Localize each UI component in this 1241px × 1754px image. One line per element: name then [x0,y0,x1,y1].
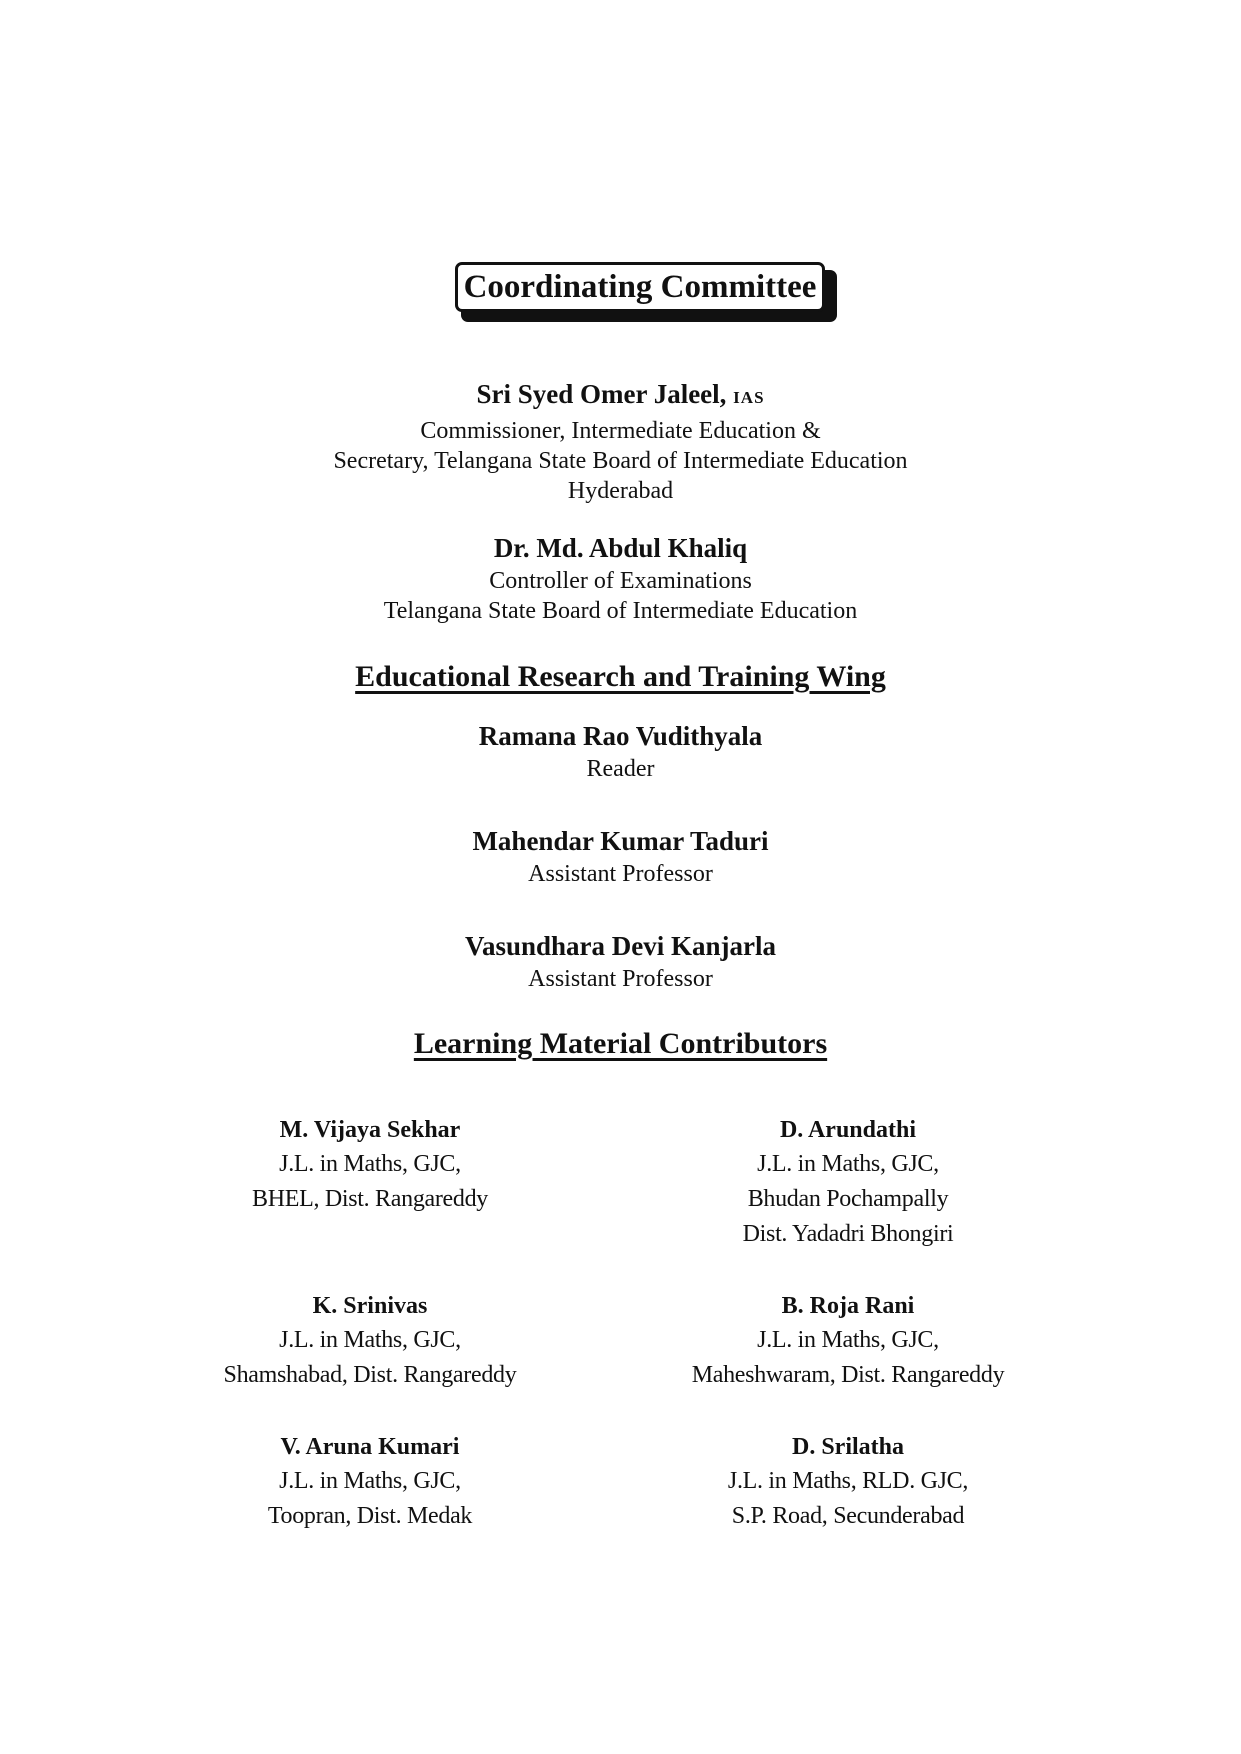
contributor [130,1113,610,1217]
heading-box [455,262,837,322]
ert-wing-title: Educational Research and Training Wing [355,660,886,693]
contributor-name: D. Srilatha [791,1434,904,1460]
contributor-line: Shamshabad, Dist. Rangareddy [223,1362,517,1388]
contributor-name: K. Srinivas [312,1293,428,1319]
member-name: Mahendar Kumar Taduri [472,826,769,856]
contributor-line: J.L. in Maths, GJC, [279,1327,461,1353]
contributor-line: Bhudan Pochampally [747,1186,949,1212]
official-name: Sri Syed Omer Jaleel, IAS [476,379,765,409]
contributor-line: Maheshwaram, Dist. Rangareddy [691,1362,1005,1388]
contributor-line: J.L. in Maths, GJC, [279,1151,461,1177]
official-block [0,376,1241,506]
section-heading [0,1027,1241,1061]
contributor-line: S.P. Road, Secunderabad [731,1503,965,1529]
wing-member [0,823,1241,889]
official-line: Hyderabad [567,478,674,504]
contributor-line: BHEL, Dist. Rangareddy [251,1186,489,1212]
contributor-line: J.L. in Maths, GJC, [757,1327,939,1353]
contributor [608,1430,1088,1534]
contributor-line: J.L. in Maths, GJC, [757,1151,939,1177]
member-name: Ramana Rao Vudithyala [478,721,763,751]
contributor-name: V. Aruna Kumari [280,1434,460,1460]
official-line: Secretary, Telangana State Board of Intermediate Education [333,448,908,474]
contributor-name: M. Vijaya Sekhar [279,1117,461,1143]
contributor-line: J.L. in Maths, RLD. GJC, [727,1468,969,1494]
official-name: Dr. Md. Abdul Khaliq [493,533,748,563]
contributor [130,1289,610,1393]
member-role: Assistant Professor [528,861,713,887]
official-line: Controller of Examinations [489,568,752,594]
member-name: Vasundhara Devi Kanjarla [464,931,777,961]
member-role: Reader [586,756,655,782]
official-suffix: IAS [733,388,765,407]
contributor-line: Toopran, Dist. Medak [267,1503,473,1529]
section-heading [0,660,1241,694]
contributor-name: D. Arundathi [779,1117,917,1143]
official-line: Commissioner, Intermediate Education & [420,418,821,444]
wing-member [0,718,1241,784]
contributor-name: B. Roja Rani [781,1293,915,1319]
page-title: Coordinating Committee [455,262,825,312]
official-block [0,530,1241,626]
contributor [130,1430,610,1534]
wing-member [0,928,1241,994]
contributor [608,1113,1088,1252]
contributor-line: J.L. in Maths, GJC, [279,1468,461,1494]
member-role: Assistant Professor [528,966,713,992]
contributor [608,1289,1088,1393]
official-line: Telangana State Board of Intermediate Education [383,598,858,624]
contributor-line: Dist. Yadadri Bhongiri [742,1221,954,1247]
contributors-title: Learning Material Contributors [413,1027,828,1060]
